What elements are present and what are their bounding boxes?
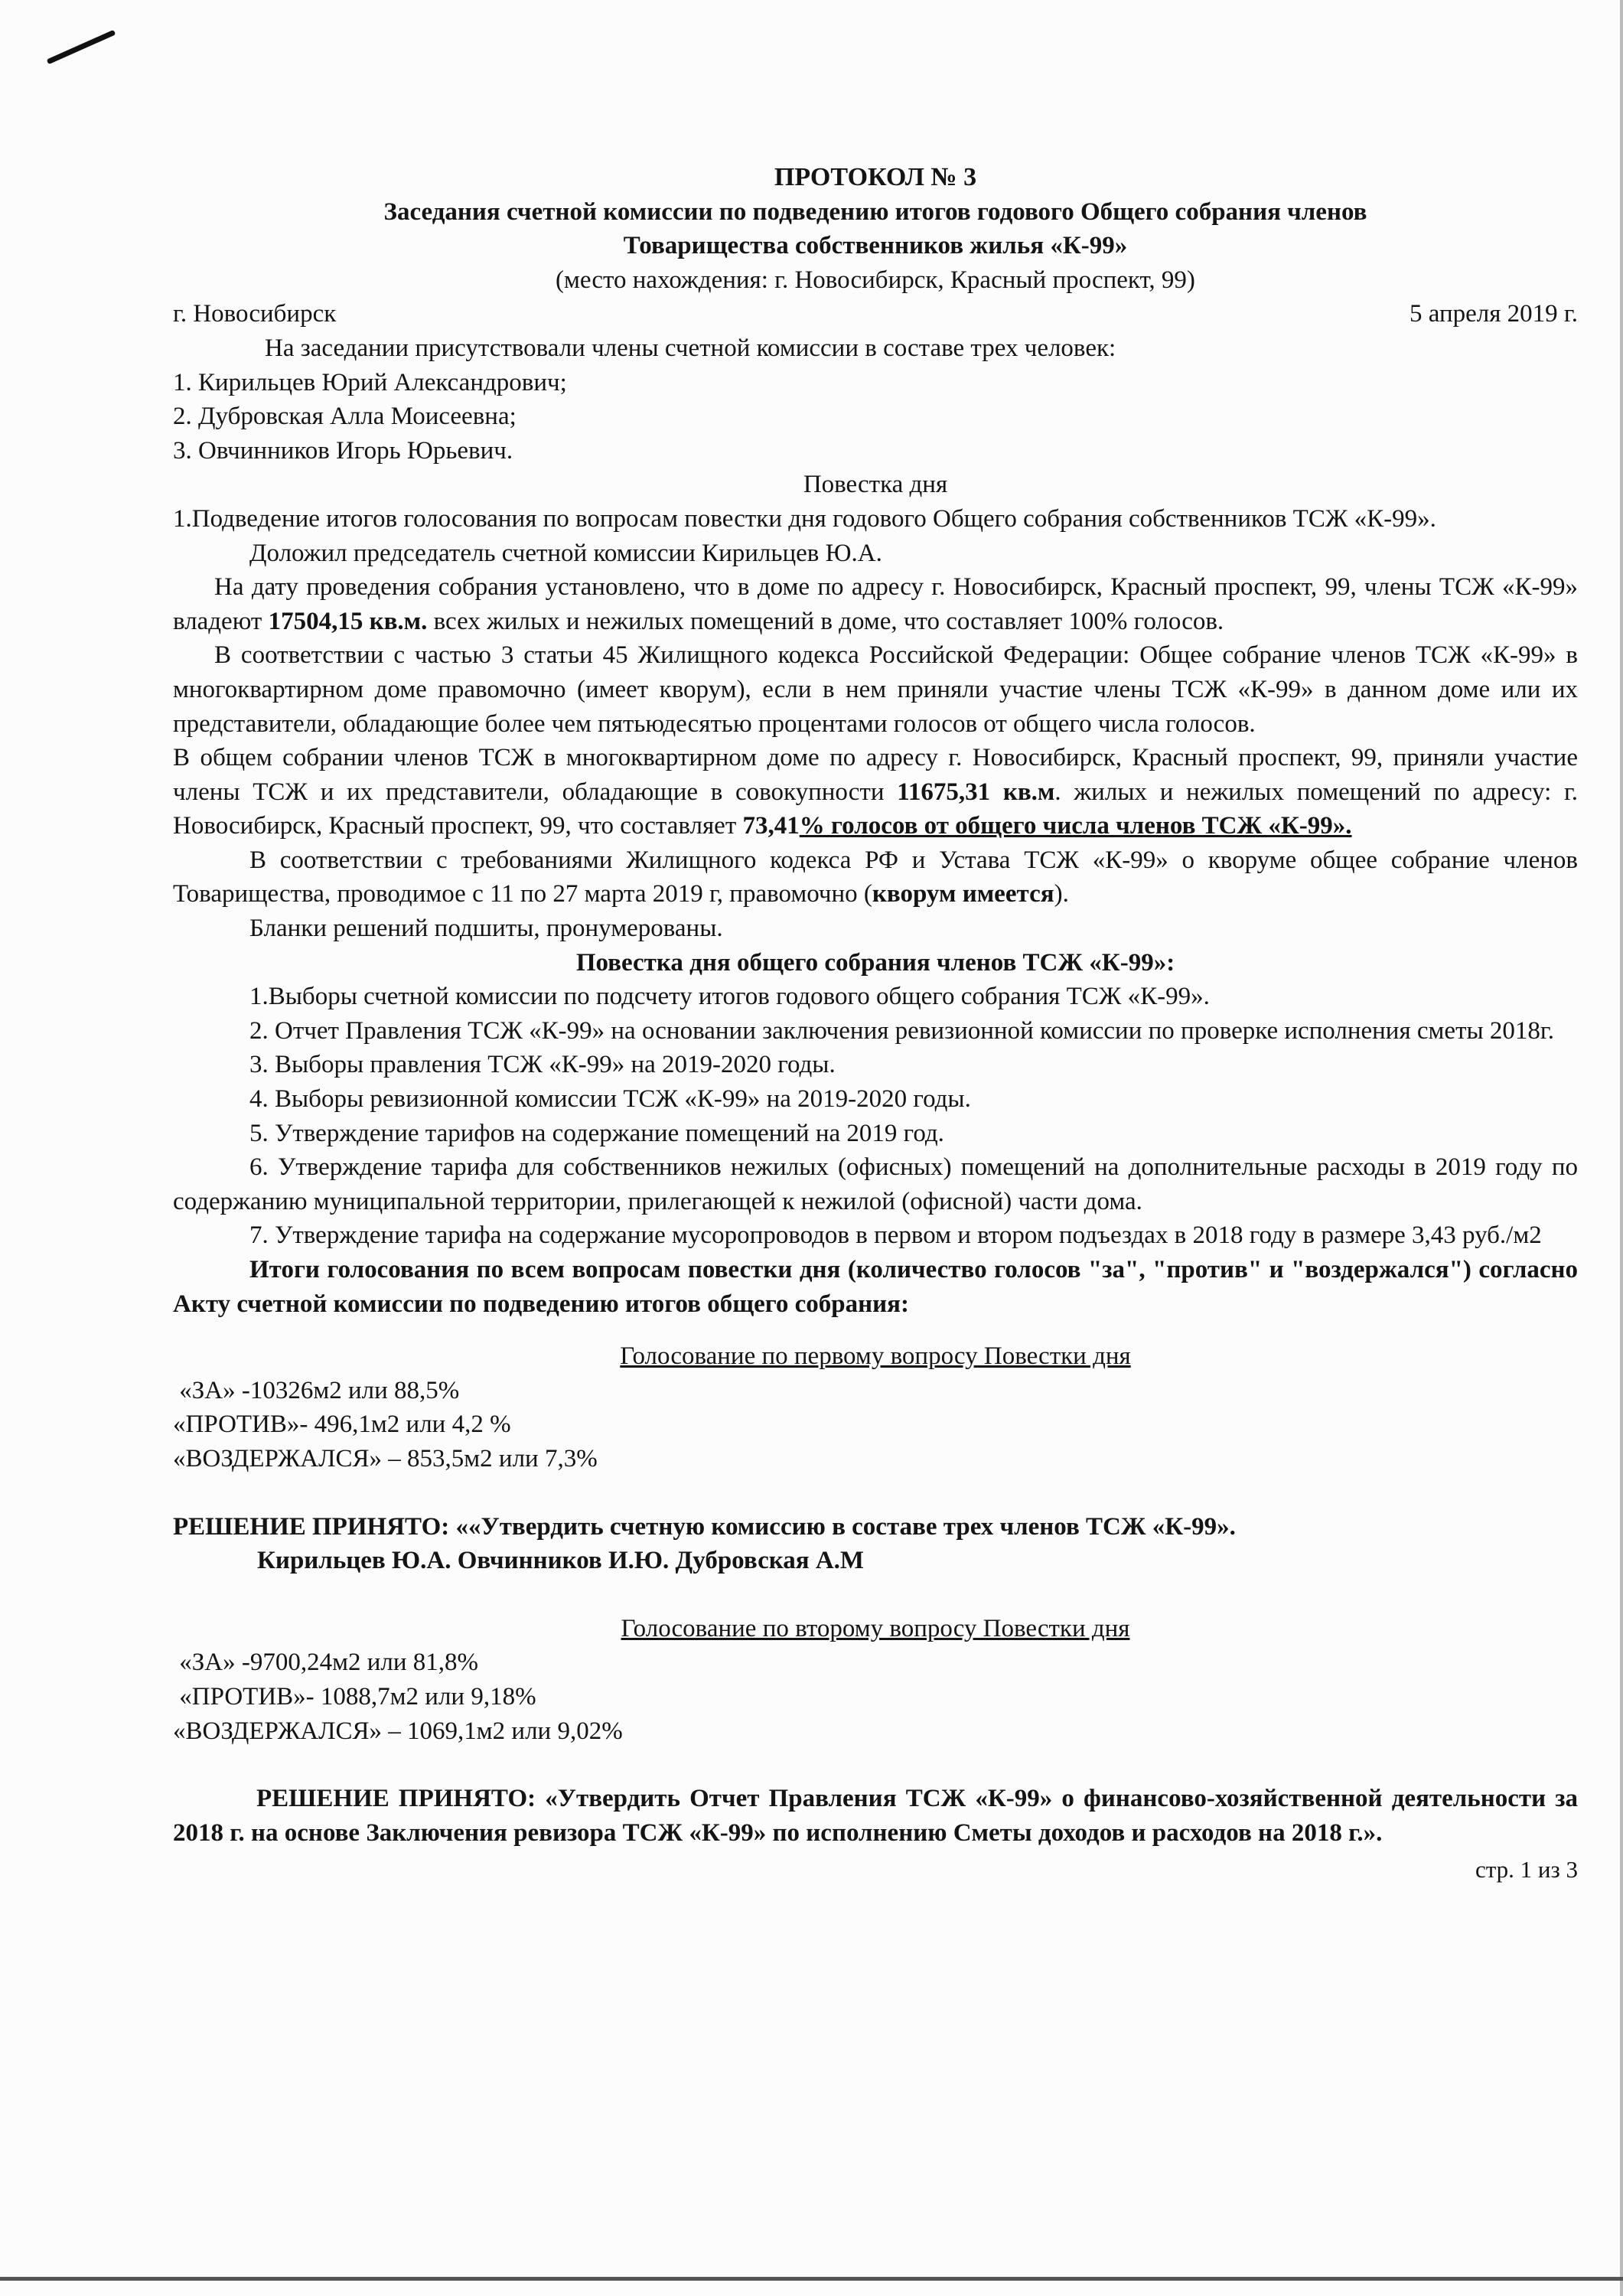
- agenda-list-item: 2. Отчет Правления ТСЖ «К-99» на основании заключения ревизионной комиссии по проверке исполнения сметы 2018г.: [249, 1016, 1554, 1045]
- unit: кв.м.: [363, 607, 428, 635]
- member: 2. Дубровская Алла Моисеевна;: [173, 403, 517, 431]
- agenda-item: 1.Подведение итогов голосования по вопросам повестки дня годового Общего собрания собственников ТСЖ «К-99».: [173, 504, 1436, 533]
- text: ).: [1054, 880, 1069, 908]
- city: г. Новосибирск: [173, 300, 337, 328]
- doc-subtitle: Товарищества собственников жилья «К-99»: [623, 232, 1128, 260]
- vote-heading: Голосование по второму вопросу Повестки дня: [621, 1614, 1130, 1642]
- decision-names: Кирильцев Ю.А. Овчинников И.Ю. Дубровская А.М: [257, 1547, 865, 1575]
- place-date-row: [173, 297, 1578, 331]
- paragraph: Бланки решений подшиты, пронумерованы.: [249, 915, 723, 943]
- total-area: 17504,15: [268, 607, 363, 635]
- paragraph: В соответствии с частью 3 статьи 45 Жилищного кодекса Российской Федерации: Общее собрание членов ТСЖ «К-99» в многоквартирном доме правомочно (имеет кворум), если в нем приняли участие члены ТСЖ «К-99» в данном доме или их представители, обладающие более чем пятьюдесятью процентами голосов от общего числа голосов.: [173, 641, 1578, 738]
- meeting-agenda-heading: Повестка дня общего собрания членов ТСЖ «К-99»:: [575, 948, 1175, 977]
- page-number: стр. 1 из 3: [1475, 1856, 1578, 1883]
- scan-edge: [0, 2277, 1623, 2281]
- vote-abstain: «ВОЗДЕРЖАЛСЯ» – 1069,1м2 или 9,02%: [173, 1717, 623, 1745]
- participation-percent: 73,41: [742, 812, 800, 840]
- reported-by: Доложил председатель счетной комиссии Кирильцев Ю.А.: [249, 539, 882, 567]
- vote-heading: Голосование по первому вопросу Повестки дня: [620, 1342, 1131, 1371]
- agenda-list-item: 4. Выборы ревизионной комиссии ТСЖ «К-99» на 2019-2020 годы.: [249, 1085, 971, 1114]
- doc-subtitle: Заседания счетной комиссии по подведению итогов годового Общего собрания членов: [383, 197, 1367, 226]
- document-page: [173, 161, 1578, 1887]
- paragraph: [173, 741, 1578, 843]
- agenda-list-item: 3. Выборы правления ТСЖ «К-99» на 2019-2020 годы.: [249, 1051, 836, 1079]
- paragraph: [173, 843, 1578, 912]
- agenda-list-item: 7. Утверждение тарифа на содержание мусоропроводов в первом и втором подъездах в 2018 году в размере 3,43 руб./м2: [249, 1221, 1542, 1250]
- location-note: (место нахождения: г. Новосибирск, Красный проспект, 99): [556, 266, 1195, 294]
- paragraph: [173, 570, 1578, 638]
- participating-area: 11675,31 кв.м: [897, 778, 1055, 806]
- attendance-intro: На заседании присутствовали члены счетной комиссии в составе трех человек:: [265, 334, 1116, 362]
- member: 1. Кирильцев Юрий Александрович;: [173, 368, 567, 396]
- quorum-status: кворум имеется: [872, 880, 1054, 908]
- doc-title: ПРОТОКОЛ № 3: [774, 163, 977, 191]
- text: . жилых и нежилых помещений по адресу: г. Новосибирск, Красный проспект, 99, что составляет: [173, 778, 1579, 840]
- agenda-list-item: 1.Выборы счетной комиссии по подсчету итогов годового общего собрания ТСЖ «К-99».: [249, 983, 1210, 1011]
- scan-edge: [1620, 0, 1623, 2296]
- vote-against: «ПРОТИВ»- 496,1м2 или 4,2 %: [173, 1411, 511, 1439]
- vote-for: «ЗА» -9700,24м2 или 81,8%: [173, 1649, 479, 1677]
- pen-scratch-mark: [47, 30, 116, 64]
- agenda-heading: Повестка дня: [803, 471, 948, 499]
- text: В общем собрании членов ТСЖ в многоквартирном доме по адресу г. Новосибирск, Красный проспект, 99, приняли участие члены ТСЖ и их представители, обладающие в совокупности: [173, 744, 1578, 806]
- vote-abstain: «ВОЗДЕРЖАЛСЯ» – 853,5м2 или 7,3%: [173, 1444, 598, 1473]
- decision: РЕШЕНИЕ ПРИНЯТО: ««Утвердить счетную комиссию в составе трех членов ТСЖ «К-99».: [173, 1512, 1236, 1541]
- text: На дату проведения собрания установлено, что в доме по адресу г. Новосибирск, Красный проспект, 99, члены ТСЖ «К-99» владеют: [173, 573, 1578, 635]
- agenda-list-item: 6. Утверждение тарифа для собственников нежилых (офисных) помещений на дополнительные расходы в 2019 году по содержанию муниципальной территории, прилегающей к нежилой (офисной) части дома.: [173, 1153, 1578, 1215]
- text: % голосов от общего числа членов ТСЖ «К-99».: [799, 812, 1352, 840]
- results-intro: Итоги голосования по всем вопросам повестки дня (количество голосов "за", "против" и "воздержался") согласно Акту счетной комиссии по подведению итогов общего собрания:: [173, 1256, 1578, 1318]
- member: 3. Овчинников Игорь Юрьевич.: [173, 436, 513, 465]
- text: всех жилых и нежилых помещений в доме, что составляет 100% голосов.: [427, 607, 1224, 635]
- vote-for: «ЗА» -10326м2 или 88,5%: [173, 1376, 460, 1404]
- vote-against: «ПРОТИВ»- 1088,7м2 или 9,18%: [173, 1682, 536, 1711]
- text: В соответствии с требованиями Жилищного кодекса РФ и Устава ТСЖ «К-99» о кворуме общее собрание членов Товарищества, проводимое с 11 по 27 марта 2019 г, правомочно (: [173, 846, 1578, 908]
- date: 5 апреля 2019 г.: [1410, 300, 1578, 328]
- agenda-list-item: 5. Утверждение тарифов на содержание помещений на 2019 год.: [249, 1119, 944, 1147]
- decision: РЕШЕНИЕ ПРИНЯТО: «Утвердить Отчет Правления ТСЖ «К-99» о финансово-хозяйственной деятельности за 2018 г. на основе Заключения ревизора ТСЖ «К-99» по исполнению Сметы доходов и расходов на 2018 г.».: [173, 1785, 1578, 1847]
